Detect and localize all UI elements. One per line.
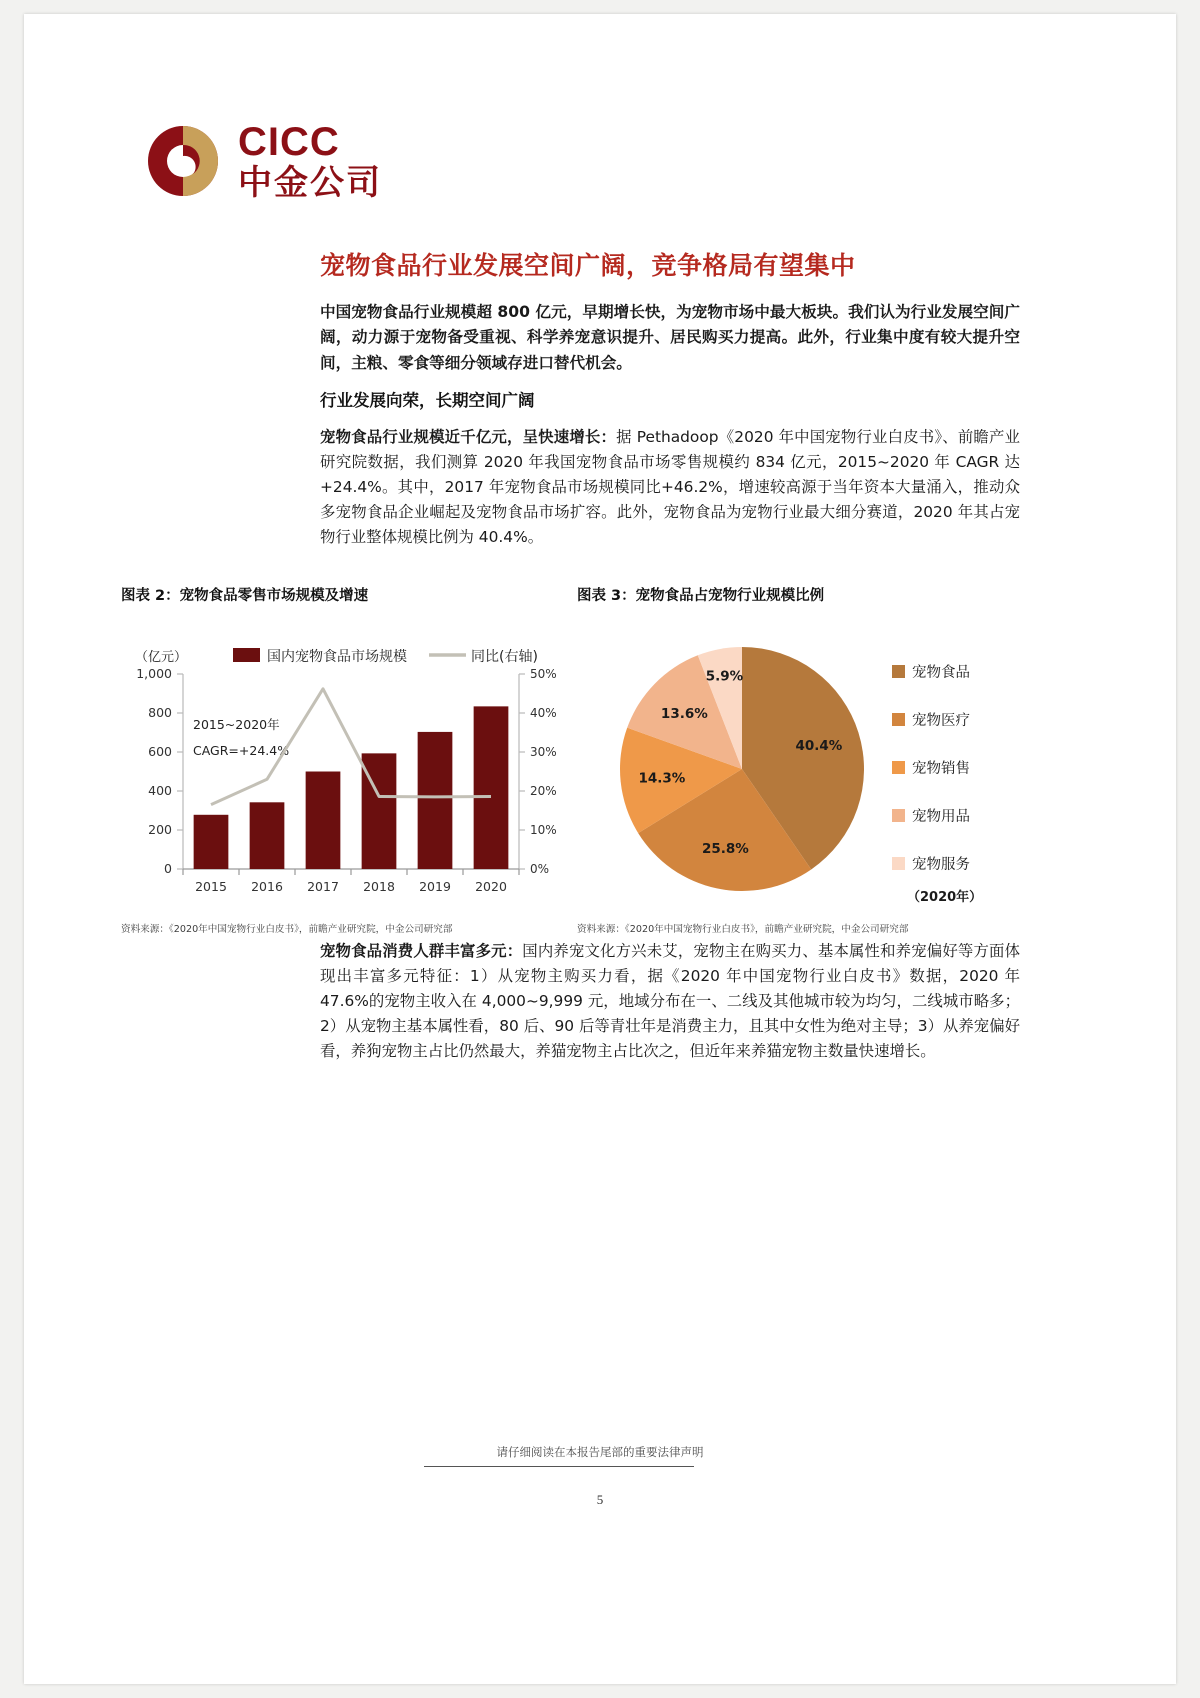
bar-2020 bbox=[474, 706, 509, 869]
bar-ytick-1000: 1,000 bbox=[136, 666, 172, 681]
bar-ytick-0: 0 bbox=[164, 861, 172, 876]
exhibit-2 bbox=[121, 584, 576, 935]
paragraph-1 bbox=[320, 425, 1020, 550]
bar-y2tick-40: 40% bbox=[530, 706, 557, 720]
bar-2015 bbox=[194, 815, 229, 869]
bar-xtick-2020: 2020 bbox=[475, 879, 507, 894]
pie-year-note: （2020年） bbox=[907, 890, 983, 905]
legend-label-bar: 国内宠物食品市场规模 bbox=[267, 649, 407, 665]
paragraph-2 bbox=[320, 939, 1020, 1064]
footer-divider bbox=[424, 1466, 694, 1467]
pie-legend-label-1: 宠物医疗 bbox=[912, 713, 970, 729]
page-title: 宠物食品行业发展空间广阔，竞争格局有望集中 bbox=[320, 251, 856, 280]
bar-xtick-2019: 2019 bbox=[419, 879, 451, 894]
cicc-logo-mark-icon bbox=[144, 122, 222, 200]
exhibit-2-source: 资料来源：《2020年中国宠物行业白皮书》，前瞻产业研究院，中金公司研究部 bbox=[121, 924, 453, 935]
cagr-annotation-line-1: 2015~2020年 bbox=[193, 717, 280, 732]
page-number: 5 bbox=[596, 1492, 604, 1507]
document-page bbox=[24, 14, 1176, 1684]
exhibit-3-source: 资料来源：《2020年中国宠物行业白皮书》，前瞻产业研究院，中金公司研究部 bbox=[577, 924, 909, 935]
paragraph-2-lead: 宠物食品消费人群丰富多元： bbox=[320, 942, 523, 960]
pie-legend-label-2: 宠物销售 bbox=[912, 761, 970, 777]
pie-value-label-0: 40.4% bbox=[795, 738, 843, 755]
bar-xtick-2015: 2015 bbox=[195, 879, 227, 894]
pie-legend-label-3: 宠物用品 bbox=[912, 809, 970, 825]
pie-legend-swatch-1 bbox=[892, 713, 905, 726]
exhibit-3-title: 图表 3：宠物食品占宠物行业规模比例 bbox=[577, 588, 825, 604]
paragraph-2-body: 国内养宠文化方兴未艾，宠物主在购买力、基本属性和养宠偏好等方面体现出丰富多元特征：1）从宠物主购买力看，据《2020 年中国宠物行业白皮书》数据，2020 年 47.6%的宠物主收入在 4,000~9,999 元，地域分布在一、二线及其他城市较为均匀，二线城市略多；2）从宠物主基本属性看，80 后、90 后等青壮年是消费主力，且其中女性为绝对主导；3）从养宠偏好看，养狗宠物主占比仍然最大，养猫宠物主占比次之，但近年来养猫宠物主数量快速增长。 bbox=[320, 942, 1020, 1060]
pie-value-label-3: 13.6% bbox=[660, 705, 708, 722]
bar-ytick-200: 200 bbox=[148, 822, 172, 837]
bar-2017 bbox=[306, 772, 341, 870]
bar-chart-unit-label: （亿元） bbox=[135, 650, 188, 665]
legend-label-line: 同比(右轴) bbox=[471, 649, 538, 665]
bar-ytick-600: 600 bbox=[148, 744, 172, 759]
exhibit-2-title: 图表 2：宠物食品零售市场规模及增速 bbox=[121, 588, 369, 604]
exhibit-2-chart bbox=[121, 619, 576, 919]
logo-text-cn: 中金公司 bbox=[238, 163, 382, 203]
paragraph-1-body: 据 Pethadoop《2020 年中国宠物行业白皮书》、前瞻产业研究院数据，我们测算 2020 年我国宠物食品市场零售规模约 834 亿元，2015~2020 年 CAGR 达+24.4%。其中，2017 年宠物食品市场规模同比+46.2%，增速较高源于当年资本大量涌入，推动众多宠物食品企业崛起及宠物食品市场扩容。此外，宠物食品为宠物行业最大细分赛道，2020 年其占宠物行业整体规模比例为 40.4%。 bbox=[320, 428, 1020, 546]
pie-legend-swatch-2 bbox=[892, 761, 905, 774]
bar-xtick-2018: 2018 bbox=[363, 879, 395, 894]
pie-legend-swatch-0 bbox=[892, 665, 905, 678]
pie-legend bbox=[892, 663, 970, 873]
lead-paragraph: 中国宠物食品行业规模超 800 亿元，早期增长快，为宠物市场中最大板块。我们认为行业发展空间广阔，动力源于宠物备受重视、科学养宠意识提升、居民购买力提高。此外，行业集中度有较大提升空间，主粮、零食等细分领域存进口替代机会。 bbox=[320, 303, 1020, 372]
section-heading: 行业发展向荣，长期空间广阔 bbox=[320, 391, 535, 410]
bar-2019 bbox=[418, 732, 453, 869]
pie-legend-swatch-4 bbox=[892, 857, 905, 870]
exhibit-3-chart bbox=[577, 619, 1027, 919]
footer-legal-note: 请仔细阅读在本报告尾部的重要法律声明 bbox=[496, 1445, 704, 1459]
exhibit-3 bbox=[577, 584, 1027, 935]
pie-value-label-4: 5.9% bbox=[705, 668, 744, 685]
cagr-annotation-line-2: CAGR=+24.4% bbox=[193, 743, 290, 758]
pie-legend-swatch-3 bbox=[892, 809, 905, 822]
bar-xtick-2017: 2017 bbox=[307, 879, 339, 894]
logo-text-en: CICC bbox=[238, 120, 340, 164]
bar-ytick-800: 800 bbox=[148, 705, 172, 720]
bar-y2tick-0: 0% bbox=[530, 862, 550, 876]
cicc-logo bbox=[144, 120, 382, 203]
bar-y2tick-30: 30% bbox=[530, 745, 557, 759]
bar-xtick-2016: 2016 bbox=[251, 879, 283, 894]
bar-y2tick-50: 50% bbox=[530, 667, 557, 681]
pie-legend-label-4: 宠物服务 bbox=[912, 857, 970, 873]
legend-swatch-bar bbox=[233, 648, 260, 662]
bar-ytick-400: 400 bbox=[148, 783, 172, 798]
bar-y2tick-20: 20% bbox=[530, 784, 557, 798]
bar-2016 bbox=[250, 802, 285, 869]
pie-value-label-2: 14.3% bbox=[638, 770, 686, 787]
bar-y2tick-10: 10% bbox=[530, 823, 557, 837]
paragraph-1-lead: 宠物食品行业规模近千亿元，呈快速增长： bbox=[320, 428, 617, 446]
pie-legend-label-0: 宠物食品 bbox=[912, 665, 970, 681]
pie-value-label-1: 25.8% bbox=[702, 840, 749, 857]
